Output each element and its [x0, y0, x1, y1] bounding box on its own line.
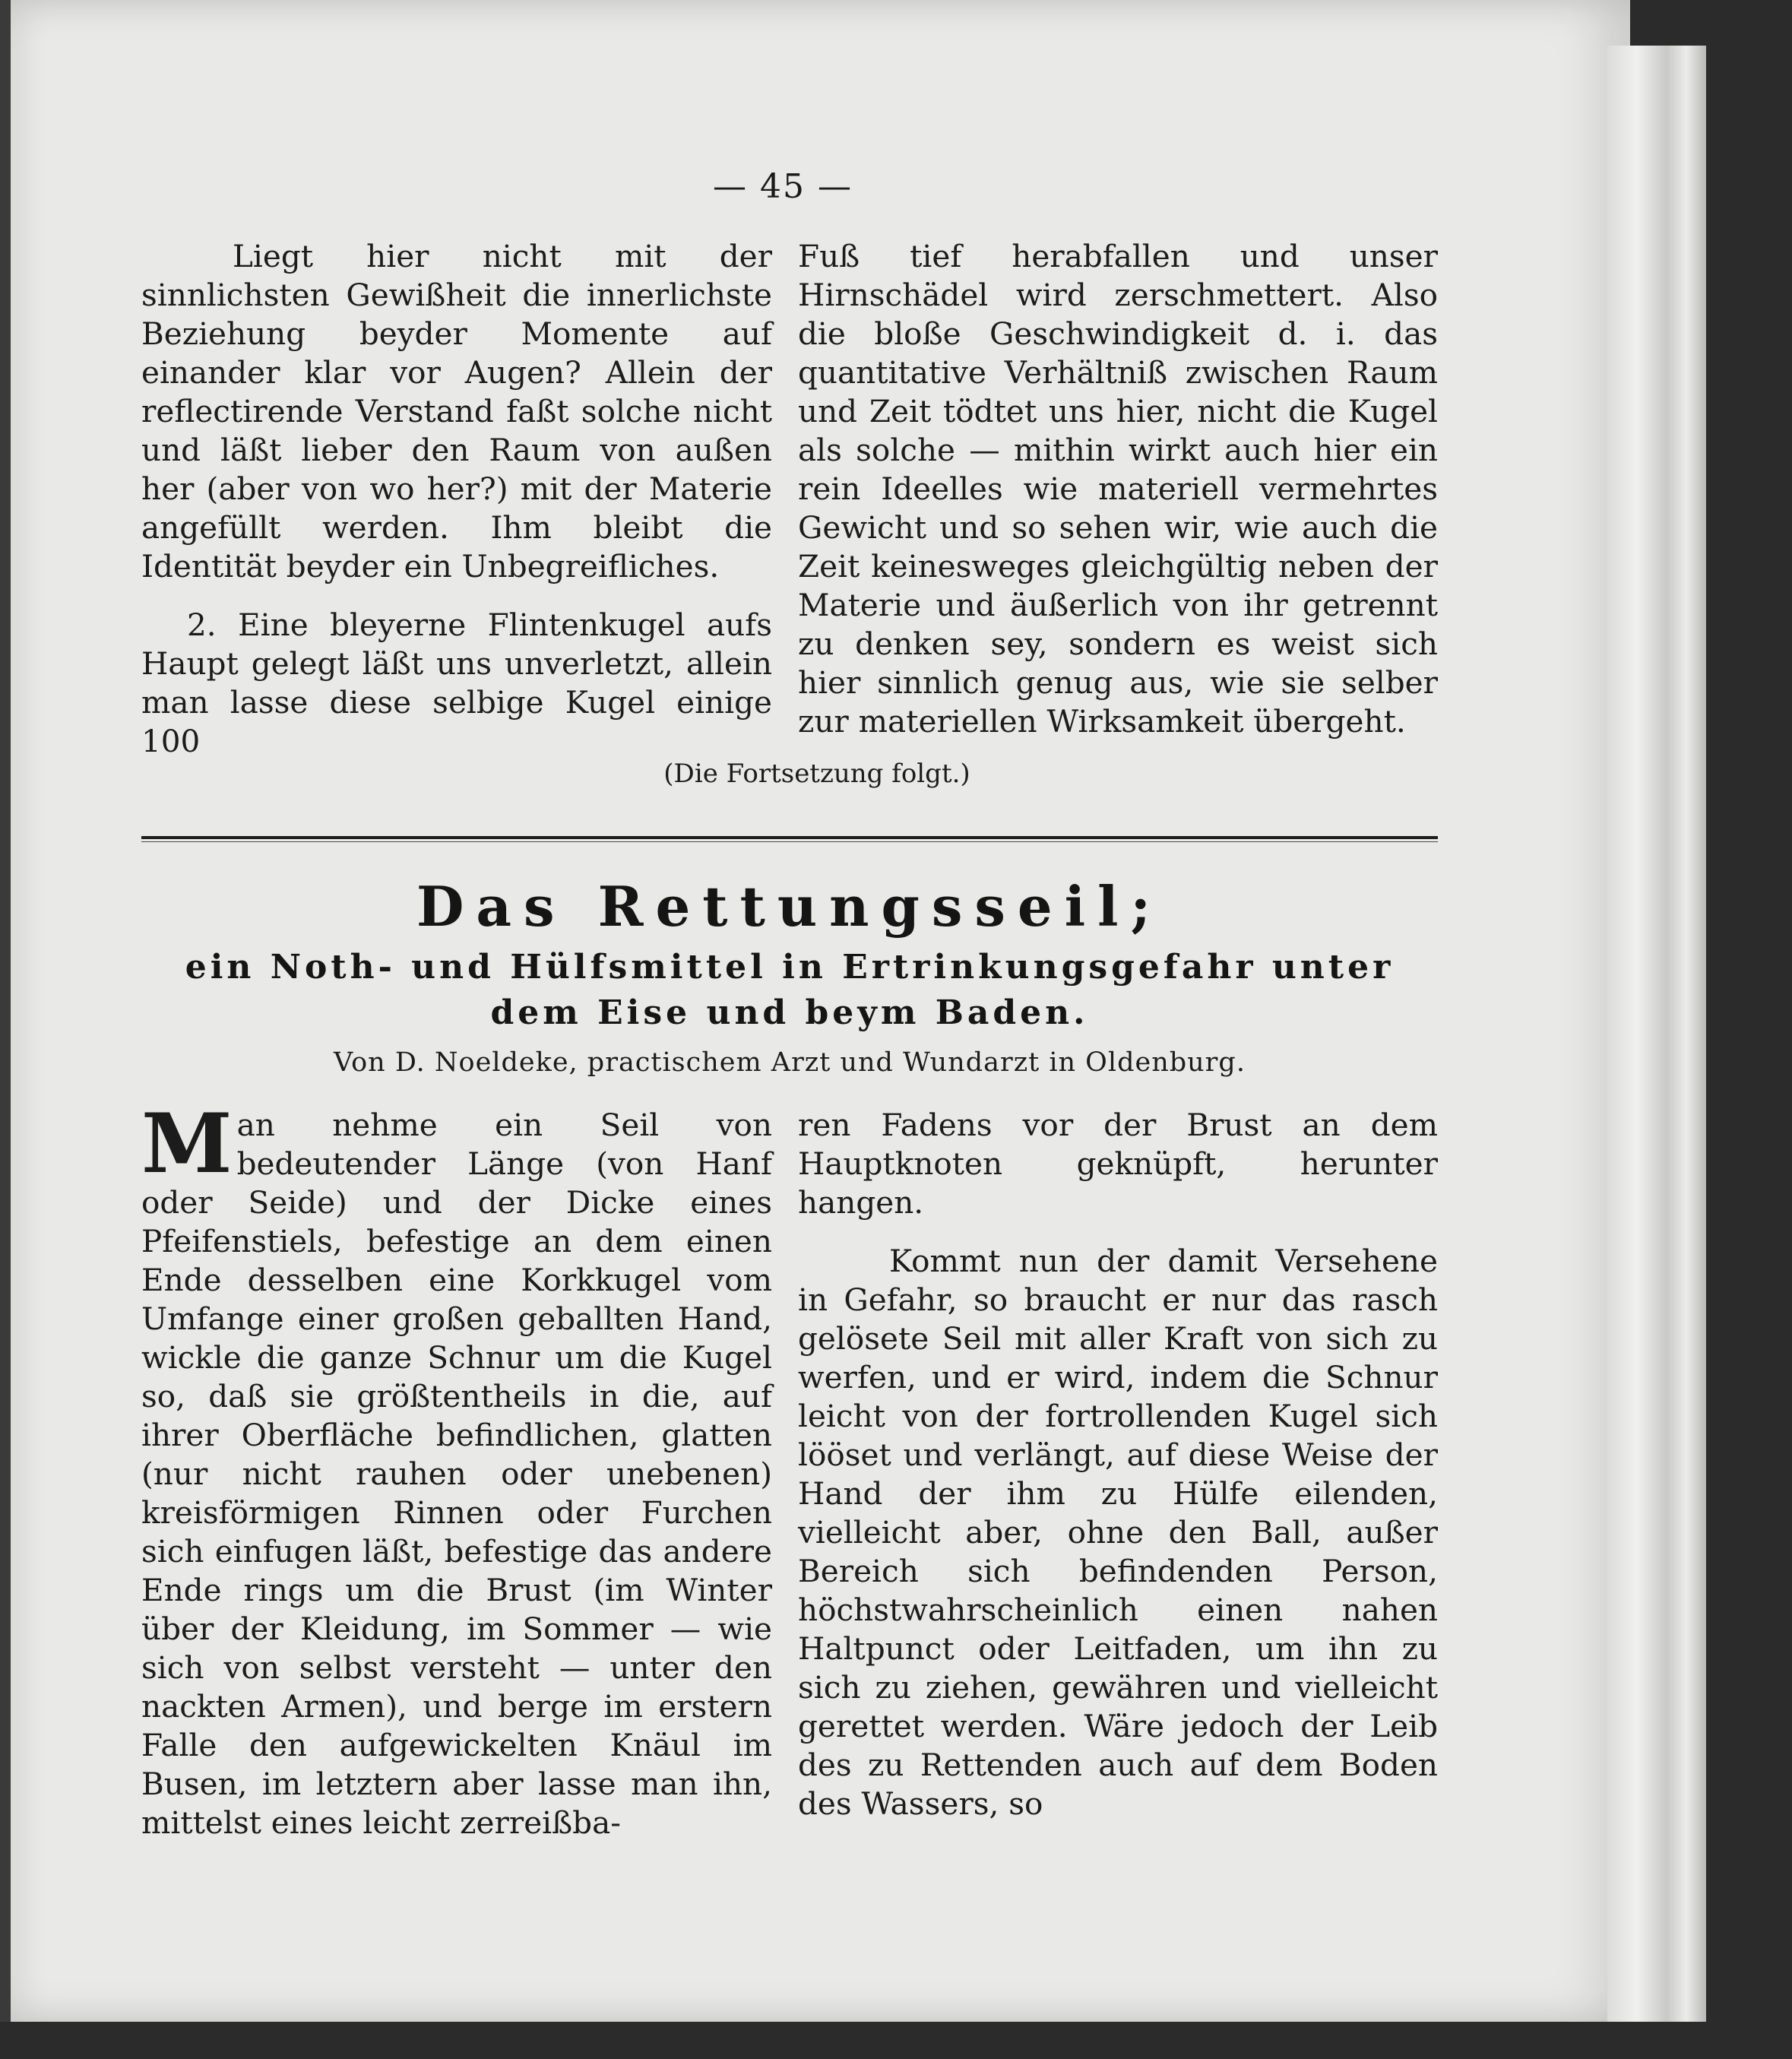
paragraph: Fuß tief herabfallen und unser Hirnschädel wird zerschmettert. Also die bloße Geschwindigkeit d. i. das quantitative Verhältniß zwischen Raum und Zeit tödtet uns hier, nicht die Kugel als solche — mithin wirkt auch hier ein rein Ideelles wie materiell vermehrtes Gewicht und so sehen wir, wie auch die Zeit keinesweges gleichgültig neben der Materie und äußerlich von ihr getrennt zu denken sey, sondern es weist sich hier sinnlich genug aus, wie sie selber zur materiellen Wirksamkeit übergeht. — [798, 238, 1438, 740]
page-number: — 45 — — [713, 167, 853, 206]
paragraph-text: an nehme ein Seil von bedeutender Länge (von Hanf oder Seide) und der Dicke eines Pfeifenstiels, befestige an dem einen Ende desselben eine Korkkugel vom Umfange einer großen geballten Hand, wickle die ganze Schnur um die Kugel so, daß sie größtentheils in die, auf ihrer Oberfläche befindlichen, glatten (nur nicht rauhen oder unebenen) kreisförmigen Rinnen oder Furchen sich einfugen läßt, befestige das andere Ende rings um die Brust (im Winter über der Kleidung, im Sommer — wie sich von selbst versteht — unter den nackten Armen), und berge im erstern Falle den aufgewickelten Knäul im Busen, im letztern aber lasse man ihn, mittelst eines leicht zerreißba- — [141, 1107, 772, 1841]
left-column-top — [141, 237, 772, 761]
page-edge-stack — [1607, 46, 1706, 2022]
left-column-article — [141, 1096, 772, 1842]
section-divider — [141, 836, 1438, 839]
article-title: Das Rettungsseil; — [416, 874, 1164, 939]
right-column-article — [798, 1106, 1438, 1823]
continuation-note: (Die Fortsetzung folgt.) — [663, 759, 970, 789]
drop-cap: M — [141, 1096, 233, 1192]
page-gutter-shadow — [0, 0, 11, 2022]
paragraph: ren Fadens vor der Brust an dem Hauptknoten geknüpft, herunter hangen. — [798, 1107, 1438, 1221]
paragraph: 2. Eine bleyerne Flintenkugel aufs Haupt gelegt läßt uns unverletzt, allein man lasse diese selbige Kugel einige 100 — [141, 607, 772, 759]
paragraph: Kommt nun der damit Versehene in Gefahr, so braucht er nur das rasch gelösete Seil mit aller Kraft von sich zu werfen, und er wird, indem die Schnur leicht von der fortrollenden Kugel sich lööset und verlängt, auf diese Weise der Hand der ihm zu Hülfe eilenden, vielleicht aber, ohne den Ball, außer Bereich sich befindenden Person, höchstwahrscheinlich einen nahen Haltpunct oder Leitfaden, um ihn zu sich zu ziehen, gewähren und vielleicht gerettet werden. Wäre jedoch der Leib des zu Rettenden auch auf dem Boden des Wassers, so — [798, 1243, 1438, 1822]
article-author: Von D. Noeldeke, practischem Arzt und Wundarzt in Oldenburg. — [334, 1047, 1246, 1078]
article-subtitle: ein Noth- und Hülfsmittel in Ertrinkungsgefahr unter dem Eise und beym Baden. — [185, 948, 1395, 1032]
paragraph: Liegt hier nicht mit der sinnlichsten Gewißheit die innerlichste Beziehung beyder Momente auf einander klar vor Augen? Allein der reflectirende Verstand faßt solche nicht und läßt lieber den Raum von außen her (aber von wo her?) mit der Materie angefüllt werden. Ihm bleibt die Identität beyder ein Unbegreifliches. — [141, 238, 772, 584]
section-divider-thin — [141, 841, 1438, 842]
right-column-top — [798, 237, 1438, 741]
paragraph — [141, 1096, 772, 1842]
